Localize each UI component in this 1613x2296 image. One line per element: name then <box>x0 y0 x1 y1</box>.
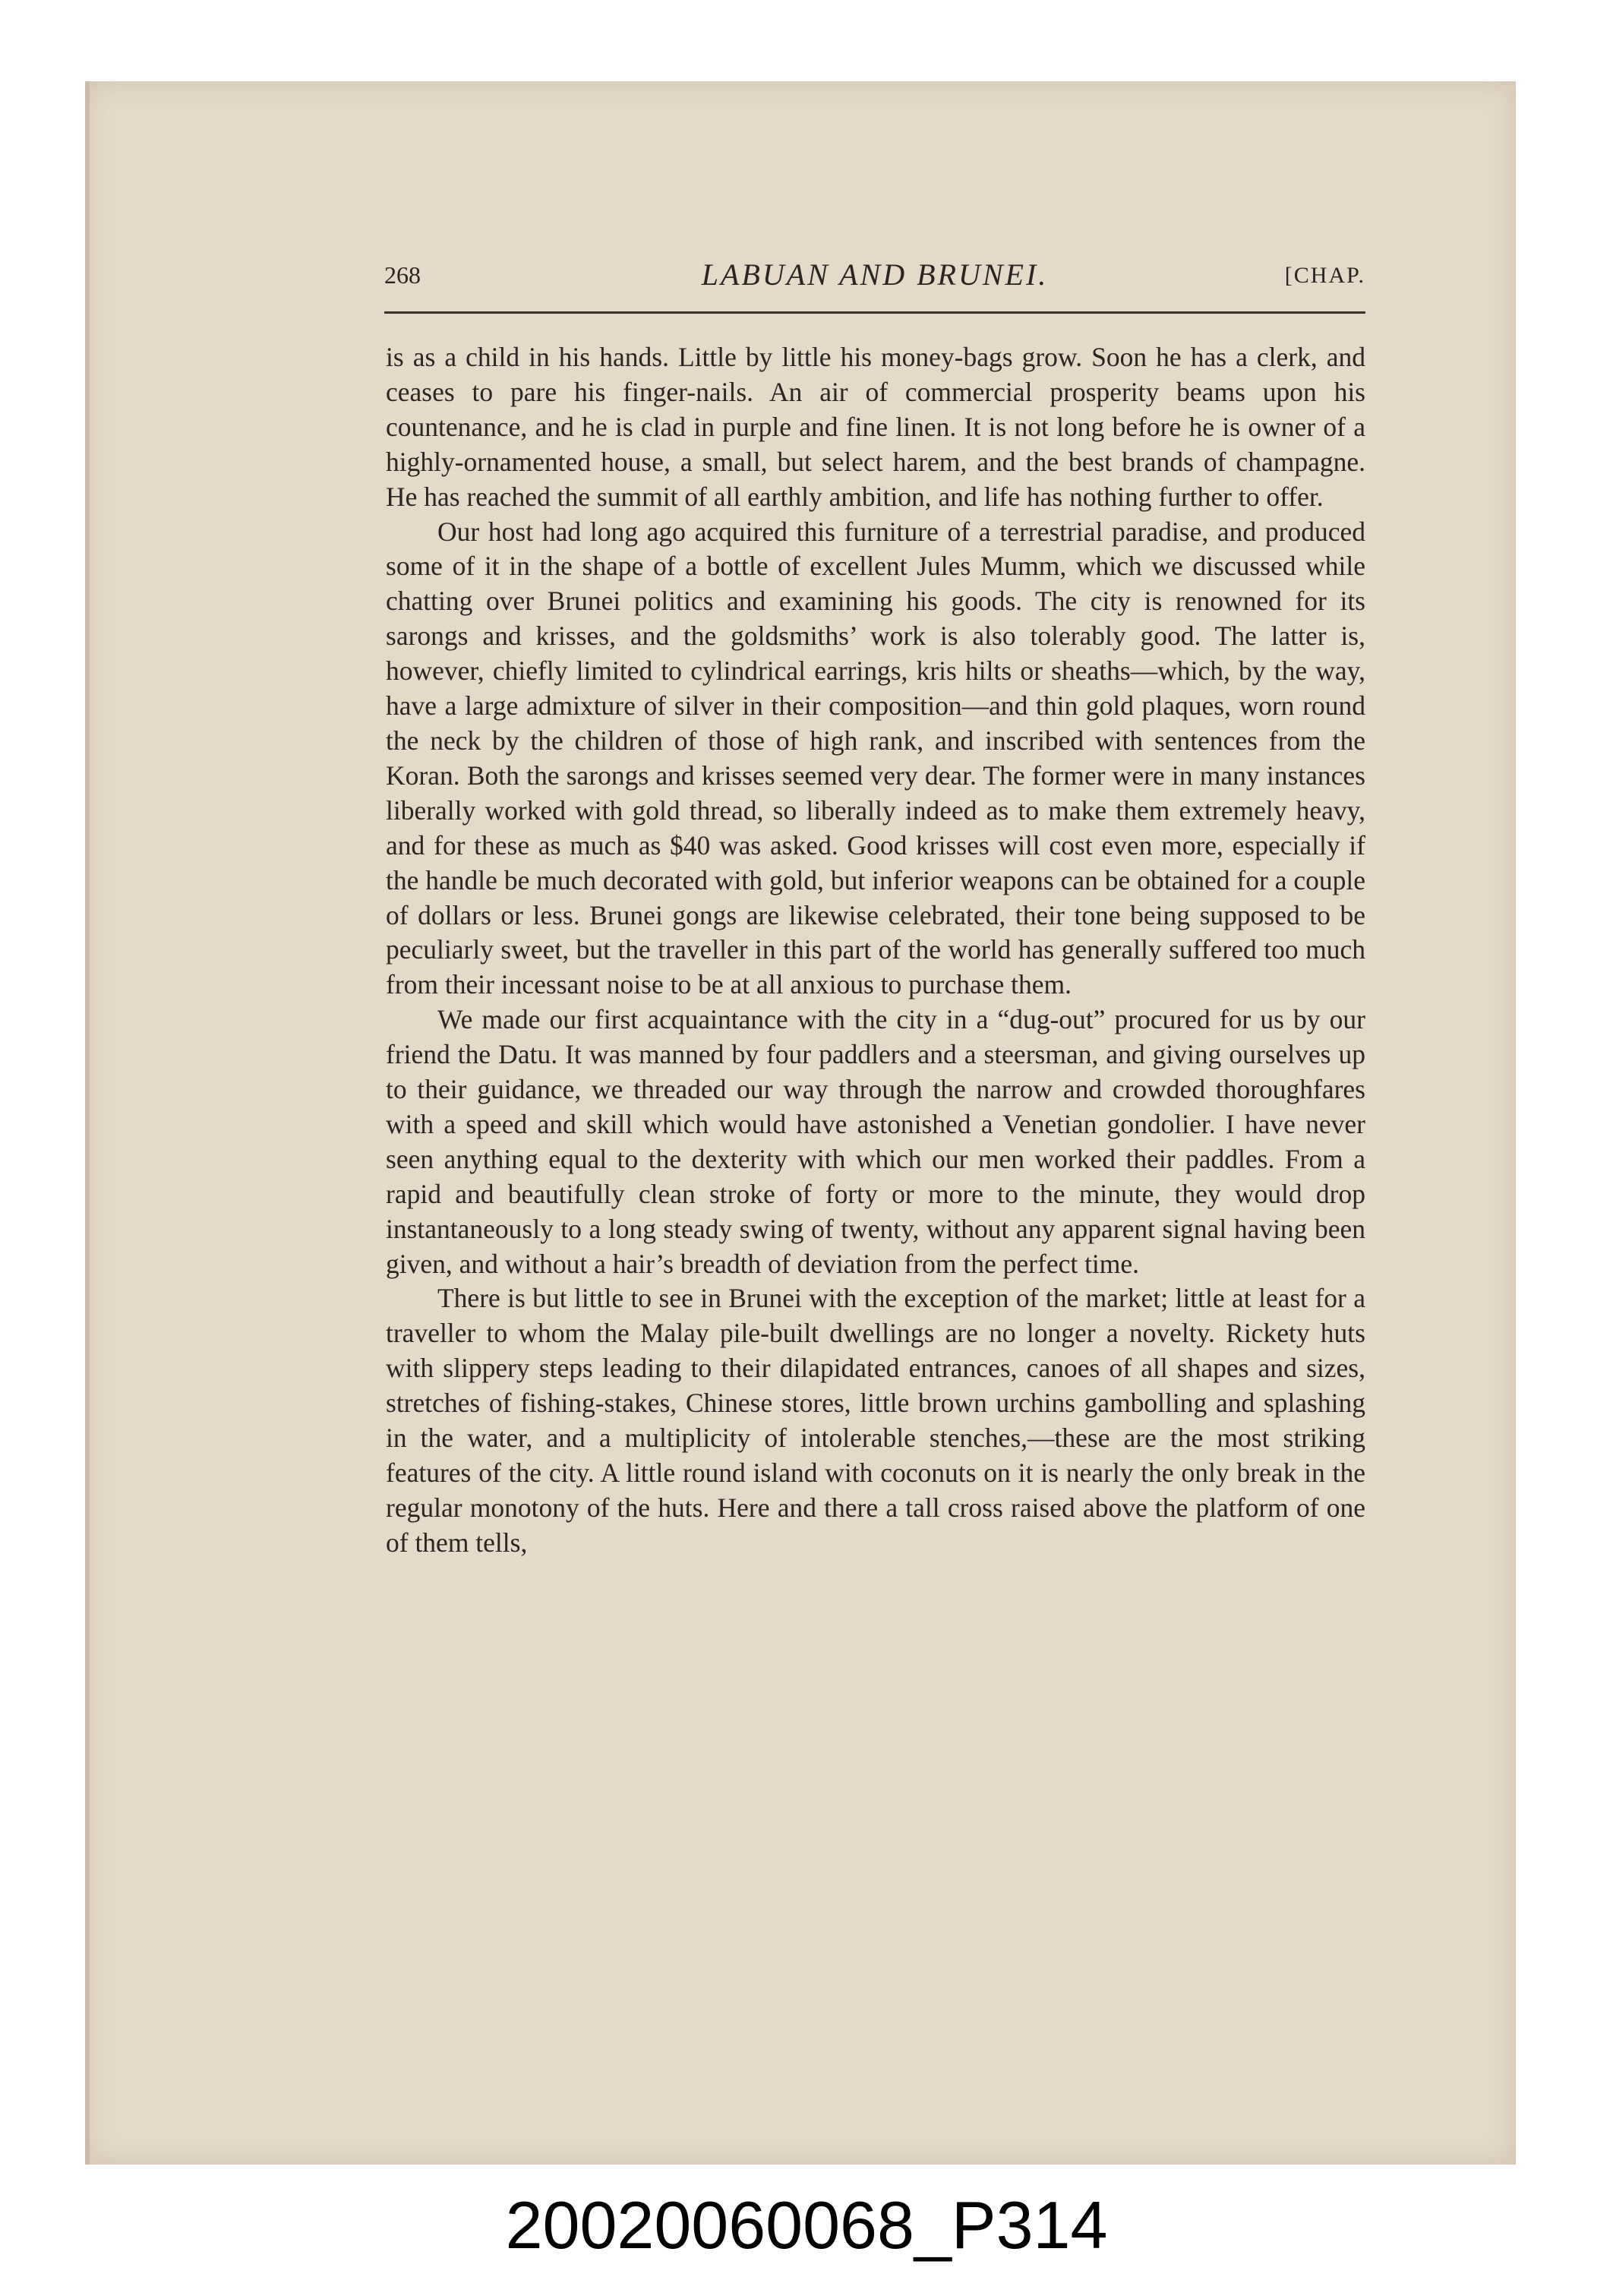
page-number: 268 <box>384 261 421 289</box>
paragraph: Our host had long ago acquired this furniture of a terrestrial paradise, and produced some of it in the shape of a bottle of excellent Jules Mumm, which we discussed while chatting over Brunei politics and examining his goods. The city is renowned for its sarongs and krisses, and the goldsmiths’ work is also tolerably good. The latter is, however, chiefly limited to cylindrical earrings, kris hilts or sheaths—which, by the way, have a large admixture of silver in their composition—and thin gold plaques, worn round the neck by the children of those of high rank, and inscribed with sentences from the Koran. Both the sarongs and krisses seemed very dear. The former were in many instances liberally worked with gold thread, so liberally indeed as to make them extremely heavy, and for these as much as $40 was asked. Good krisses will cost even more, especially if the handle be much decorated with gold, but inferior weapons can be obtained for a couple of dollars or less. Brunei gongs are likewise celebrated, their tone being supposed to be peculiarly sweet, but the traveller in this part of the world has generally suffered too much from their incessant noise to be at all anxious to purchase them. <box>386 516 1365 1000</box>
running-head <box>384 257 1365 302</box>
body-text <box>386 340 1365 1561</box>
running-title: LABUAN AND BRUNEI. <box>701 257 1049 292</box>
chapter-marker: [CHAP. <box>1284 263 1365 288</box>
paragraph: There is but little to see in Brunei with the exception of the market; little at least for a traveller to whom the Malay pile-built dwellings are no longer a novelty. Rickety huts with slippery steps leading to their dilapidated entrances, canoes of all shapes and sizes, stretches of fishing-stakes, Chinese stores, little brown urchins gambolling and splashing in the water, and a multiplicity of intolerable stenches,—these are the most striking features of the city. A little round island with coconuts on it is nearly the only break in the regular monotony of the huts. Here and there a tall cross raised above the platform of one of them tells, <box>386 1283 1365 1558</box>
page-edge <box>85 81 90 2165</box>
header-rule <box>384 311 1365 314</box>
catalog-id: 20020060068_P314 <box>505 2187 1108 2263</box>
paragraph: is as a child in his hands. Little by little his money-bags grow. Soon he has a clerk, and ceases to pare his finger-nails. An air of commercial prosperity beams upon his countenance, and he is clad in purple and fine linen. It is not long before he is owner of a highly-ornamented house, a small, but select harem, and the best brands of champagne. He has reached the summit of all earthly ambition, and life has nothing further to offer. <box>386 342 1365 512</box>
paragraph: We made our first acquaintance with the city in a “dug-out” procured for us by our friend the Datu. It was manned by four paddlers and a steersman, and giving ourselves up to their guidance, we threaded our way through the narrow and crowded thoroughfares with a speed and skill which would have astonished a Venetian gondolier. I have never seen anything equal to the dexterity with which our men worked their paddles. From a rapid and beautifully clean stroke of forty or more to the minute, they would drop instantaneously to a long steady swing of twenty, without any apparent signal having been given, and without a hair’s breadth of deviation from the perfect time. <box>386 1004 1365 1279</box>
